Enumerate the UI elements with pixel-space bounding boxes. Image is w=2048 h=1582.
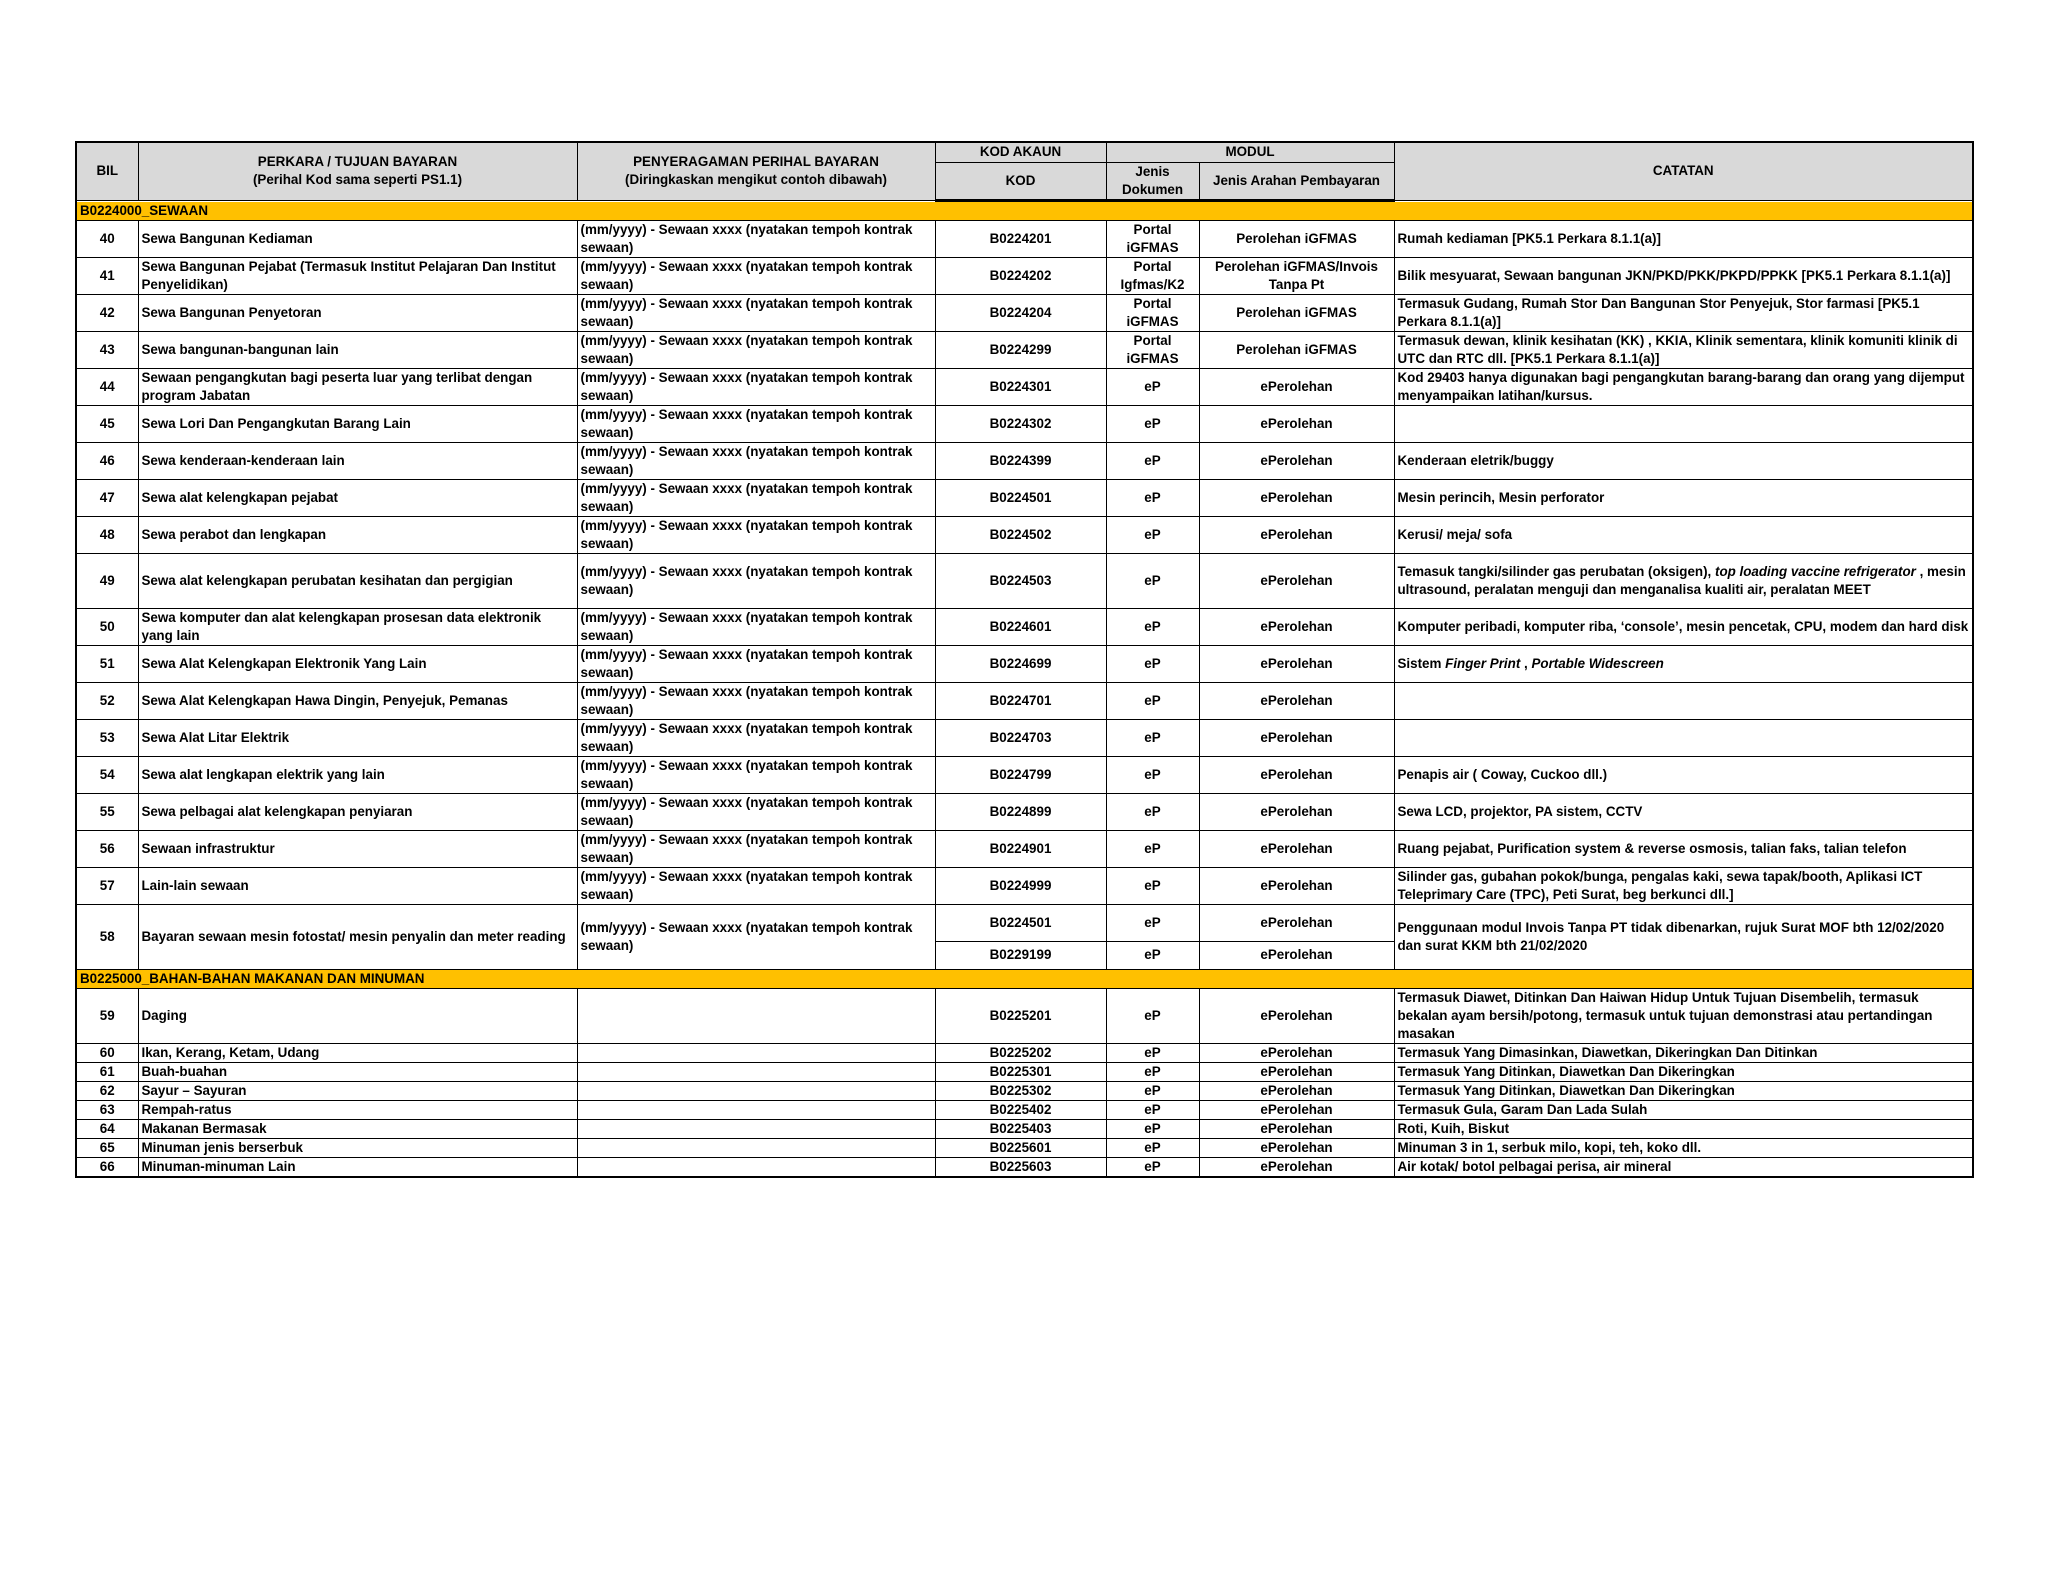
- cell-perihal: (mm/yyyy) - Sewaan xxxx (nyatakan tempoh kontrak sewaan): [577, 405, 935, 442]
- cell-jenis-arahan: Perolehan iGFMAS: [1199, 220, 1394, 257]
- cell-perihal: [577, 1043, 935, 1062]
- cell-bil: 53: [76, 719, 138, 756]
- cell-bil: 45: [76, 405, 138, 442]
- cell-catatan: Termasuk Gudang, Rumah Stor Dan Bangunan Stor Penyejuk, Stor farmasi [PK5.1 Perkara 8.1.1(a)]: [1394, 294, 1973, 331]
- cell-jenis-arahan: ePerolehan: [1199, 1081, 1394, 1100]
- cell-kod: B0224301: [935, 368, 1106, 405]
- catatan-text: Temasuk tangki/silinder gas perubatan (oksigen),: [1397, 563, 1715, 579]
- header-modul: MODUL: [1106, 142, 1394, 162]
- cell-bil: 42: [76, 294, 138, 331]
- header-perkara-title: PERKARA / TUJUAN BAYARAN: [257, 154, 458, 170]
- cell-jenis-dokumen: eP: [1106, 516, 1199, 553]
- cell-catatan: Mesin perincih, Mesin perforator: [1394, 479, 1973, 516]
- cell-perkara: Daging: [138, 988, 577, 1043]
- cell-jenis-dokumen: eP: [1106, 941, 1199, 969]
- cell-jenis-arahan: ePerolehan: [1199, 608, 1394, 645]
- cell-jenis-dokumen: eP: [1106, 1043, 1199, 1062]
- cell-jenis-dokumen: eP: [1106, 830, 1199, 867]
- cell-catatan: Termasuk Diawet, Ditinkan Dan Haiwan Hidup Untuk Tujuan Disembelih, termasuk bekalan ayam bersih/potong, termasuk untuk tujuan demonstrasi atau pertandingan masakan: [1394, 988, 1973, 1043]
- cell-jenis-arahan: ePerolehan: [1199, 1157, 1394, 1177]
- cell-jenis-arahan: Perolehan iGFMAS: [1199, 294, 1394, 331]
- cell-bil: 50: [76, 608, 138, 645]
- cell-kod: B0224202: [935, 257, 1106, 294]
- cell-jenis-arahan: ePerolehan: [1199, 645, 1394, 682]
- cell-perkara: Sewa Alat Kelengkapan Hawa Dingin, Penyejuk, Pemanas: [138, 682, 577, 719]
- cell-jenis-arahan: ePerolehan: [1199, 793, 1394, 830]
- cell-jenis-dokumen: eP: [1106, 442, 1199, 479]
- cell-jenis-dokumen: eP: [1106, 988, 1199, 1043]
- cell-kod: B0224302: [935, 405, 1106, 442]
- table-row: [76, 1157, 1973, 1177]
- cell-bil: 54: [76, 756, 138, 793]
- table-row: [76, 1100, 1973, 1119]
- cell-perkara: Sewa Alat Litar Elektrik: [138, 719, 577, 756]
- cell-kod: B0224899: [935, 793, 1106, 830]
- cell-kod: B0224503: [935, 553, 1106, 608]
- cell-jenis-arahan: ePerolehan: [1199, 719, 1394, 756]
- cell-jenis-arahan: ePerolehan: [1199, 479, 1394, 516]
- table-row: [76, 608, 1973, 645]
- cell-perihal: (mm/yyyy) - Sewaan xxxx (nyatakan tempoh kontrak sewaan): [577, 479, 935, 516]
- cell-catatan: [1394, 553, 1973, 608]
- catatan-text: ,: [1520, 655, 1532, 671]
- cell-kod: B0229199: [935, 941, 1106, 969]
- table-row: [76, 867, 1973, 904]
- cell-jenis-arahan: ePerolehan: [1199, 1119, 1394, 1138]
- cell-perkara: Sayur – Sayuran: [138, 1081, 577, 1100]
- cell-catatan: Bilik mesyuarat, Sewaan bangunan JKN/PKD/PKK/PKPD/PPKK [PK5.1 Perkara 8.1.1(a)]: [1394, 257, 1973, 294]
- cell-jenis-dokumen: eP: [1106, 368, 1199, 405]
- header-penyeragaman: [577, 142, 935, 200]
- cell-kod: B0224502: [935, 516, 1106, 553]
- cell-perihal: [577, 1100, 935, 1119]
- cell-catatan: [1394, 645, 1973, 682]
- cell-jenis-arahan: ePerolehan: [1199, 1138, 1394, 1157]
- table-row: [76, 793, 1973, 830]
- cell-perihal: [577, 1062, 935, 1081]
- cell-perkara: Sewa alat kelengkapan perubatan kesihatan dan pergigian: [138, 553, 577, 608]
- cell-bil: 61: [76, 1062, 138, 1081]
- cell-jenis-dokumen: eP: [1106, 405, 1199, 442]
- cell-catatan: Rumah kediaman [PK5.1 Perkara 8.1.1(a)]: [1394, 220, 1973, 257]
- cell-bil: 41: [76, 257, 138, 294]
- cell-jenis-dokumen: Portal Igfmas/K2: [1106, 257, 1199, 294]
- cell-perihal: (mm/yyyy) - Sewaan xxxx (nyatakan tempoh kontrak sewaan): [577, 368, 935, 405]
- cell-perihal: [577, 1119, 935, 1138]
- cell-catatan: Minuman 3 in 1, serbuk milo, kopi, teh, koko dll.: [1394, 1138, 1973, 1157]
- cell-perihal: (mm/yyyy) - Sewaan xxxx (nyatakan tempoh kontrak sewaan): [577, 830, 935, 867]
- catatan-text: Sistem: [1397, 655, 1446, 671]
- cell-jenis-dokumen: eP: [1106, 1157, 1199, 1177]
- cell-kod: B0225603: [935, 1157, 1106, 1177]
- header-perkara-subtitle: (Perihal Kod sama seperti PS1.1): [252, 172, 463, 188]
- cell-bil: 66: [76, 1157, 138, 1177]
- catatan-italic: Portable Widescreen: [1531, 655, 1664, 671]
- table-body: [76, 200, 1973, 1177]
- cell-perihal: [577, 988, 935, 1043]
- cell-jenis-dokumen: eP: [1106, 756, 1199, 793]
- cell-catatan: [1394, 405, 1973, 442]
- table-row: [76, 1043, 1973, 1062]
- header-jenis-arahan: Jenis Arahan Pembayaran: [1199, 162, 1394, 200]
- section-title: B0224000_SEWAAN: [76, 200, 1973, 220]
- cell-bil: 49: [76, 553, 138, 608]
- cell-jenis-dokumen: Portal iGFMAS: [1106, 220, 1199, 257]
- cell-jenis-arahan: Perolehan iGFMAS/Invois Tanpa Pt: [1199, 257, 1394, 294]
- cell-jenis-arahan: ePerolehan: [1199, 988, 1394, 1043]
- cell-bil: 52: [76, 682, 138, 719]
- cell-perkara: Sewa pelbagai alat kelengkapan penyiaran: [138, 793, 577, 830]
- table-row: [76, 1081, 1973, 1100]
- header-penyeragaman-title: PENYERAGAMAN PERIHAL BAYARAN: [633, 154, 879, 170]
- cell-jenis-dokumen: eP: [1106, 1100, 1199, 1119]
- cell-kod: B0224204: [935, 294, 1106, 331]
- cell-jenis-dokumen: eP: [1106, 608, 1199, 645]
- cell-perihal: [577, 1157, 935, 1177]
- cell-jenis-dokumen: eP: [1106, 645, 1199, 682]
- table-row: [76, 405, 1973, 442]
- table-row: [76, 682, 1973, 719]
- table-row: [76, 1138, 1973, 1157]
- cell-bil: 60: [76, 1043, 138, 1062]
- cell-bil: 48: [76, 516, 138, 553]
- cell-jenis-dokumen: eP: [1106, 904, 1199, 941]
- header-kod: KOD: [935, 162, 1106, 200]
- cell-kod: B0225301: [935, 1062, 1106, 1081]
- cell-catatan: Termasuk Yang Ditinkan, Diawetkan Dan Dikeringkan: [1394, 1081, 1973, 1100]
- cell-jenis-dokumen: eP: [1106, 719, 1199, 756]
- cell-perkara: Sewa Alat Kelengkapan Elektronik Yang Lain: [138, 645, 577, 682]
- cell-jenis-arahan: ePerolehan: [1199, 830, 1394, 867]
- table-row: [76, 904, 1973, 941]
- catatan-italic: top loading vaccine refrigerator: [1714, 563, 1916, 579]
- cell-catatan: Penggunaan modul Invois Tanpa PT tidak dibenarkan, rujuk Surat MOF bth 12/02/2020 dan surat KKM bth 21/02/2020: [1394, 904, 1973, 969]
- cell-jenis-dokumen: eP: [1106, 1119, 1199, 1138]
- cell-perkara: Minuman-minuman Lain: [138, 1157, 577, 1177]
- cell-catatan: Ruang pejabat, Purification system & reverse osmosis, talian faks, talian telefon: [1394, 830, 1973, 867]
- cell-perkara: Ikan, Kerang, Ketam, Udang: [138, 1043, 577, 1062]
- cell-jenis-dokumen: eP: [1106, 1138, 1199, 1157]
- cell-perkara: Sewa Bangunan Kediaman: [138, 220, 577, 257]
- cell-catatan: Komputer peribadi, komputer riba, ‘console’, mesin pencetak, CPU, modem dan hard disk: [1394, 608, 1973, 645]
- cell-perihal: (mm/yyyy) - Sewaan xxxx (nyatakan tempoh kontrak sewaan): [577, 867, 935, 904]
- table-row: [76, 719, 1973, 756]
- cell-catatan: Roti, Kuih, Biskut: [1394, 1119, 1973, 1138]
- payment-code-table: [75, 141, 1974, 1178]
- cell-perkara: Sewa komputer dan alat kelengkapan prosesan data elektronik yang lain: [138, 608, 577, 645]
- cell-bil: 40: [76, 220, 138, 257]
- cell-perihal: (mm/yyyy) - Sewaan xxxx (nyatakan tempoh kontrak sewaan): [577, 553, 935, 608]
- cell-perihal: (mm/yyyy) - Sewaan xxxx (nyatakan tempoh kontrak sewaan): [577, 294, 935, 331]
- cell-bil: 65: [76, 1138, 138, 1157]
- table-row: [76, 220, 1973, 257]
- cell-kod: B0224399: [935, 442, 1106, 479]
- cell-kod: B0224703: [935, 719, 1106, 756]
- table-row: [76, 479, 1973, 516]
- cell-catatan: Kerusi/ meja/ sofa: [1394, 516, 1973, 553]
- cell-kod: B0224699: [935, 645, 1106, 682]
- cell-bil: 62: [76, 1081, 138, 1100]
- cell-jenis-dokumen: eP: [1106, 1062, 1199, 1081]
- table-header: [76, 142, 1973, 200]
- cell-jenis-dokumen: eP: [1106, 867, 1199, 904]
- table-row: [76, 294, 1973, 331]
- cell-jenis-dokumen: eP: [1106, 553, 1199, 608]
- cell-catatan: Silinder gas, gubahan pokok/bunga, pengalas kaki, sewa tapak/booth, Aplikasi ICT Teleprimary Care (TPC), Peti Surat, beg berkunci dll.]: [1394, 867, 1973, 904]
- cell-kod: B0225403: [935, 1119, 1106, 1138]
- cell-jenis-arahan: ePerolehan: [1199, 442, 1394, 479]
- cell-jenis-dokumen: eP: [1106, 793, 1199, 830]
- cell-perihal: (mm/yyyy) - Sewaan xxxx (nyatakan tempoh kontrak sewaan): [577, 516, 935, 553]
- cell-jenis-arahan: ePerolehan: [1199, 1062, 1394, 1081]
- cell-catatan: [1394, 719, 1973, 756]
- cell-catatan: Termasuk Gula, Garam Dan Lada Sulah: [1394, 1100, 1973, 1119]
- cell-perkara: Minuman jenis berserbuk: [138, 1138, 577, 1157]
- cell-jenis-dokumen: Portal iGFMAS: [1106, 331, 1199, 368]
- cell-perkara: Sewa bangunan-bangunan lain: [138, 331, 577, 368]
- cell-perihal: (mm/yyyy) - Sewaan xxxx (nyatakan tempoh kontrak sewaan): [577, 220, 935, 257]
- cell-jenis-dokumen: Portal iGFMAS: [1106, 294, 1199, 331]
- cell-perkara: Makanan Bermasak: [138, 1119, 577, 1138]
- table-row: [76, 988, 1973, 1043]
- header-jenis-dokumen: Jenis Dokumen: [1106, 162, 1199, 200]
- section-title: B0225000_BAHAN-BAHAN MAKANAN DAN MINUMAN: [76, 969, 1973, 988]
- cell-perkara: Sewaan infrastruktur: [138, 830, 577, 867]
- table-row: [76, 1119, 1973, 1138]
- table-row: [76, 442, 1973, 479]
- cell-kod: B0225402: [935, 1100, 1106, 1119]
- cell-perkara: Lain-lain sewaan: [138, 867, 577, 904]
- cell-perkara: Sewa kenderaan-kenderaan lain: [138, 442, 577, 479]
- cell-perkara: Sewa perabot dan lengkapan: [138, 516, 577, 553]
- cell-jenis-dokumen: eP: [1106, 1081, 1199, 1100]
- cell-perihal: (mm/yyyy) - Sewaan xxxx (nyatakan tempoh kontrak sewaan): [577, 682, 935, 719]
- cell-perkara: Sewa Bangunan Penyetoran: [138, 294, 577, 331]
- table-row: [76, 645, 1973, 682]
- cell-bil: 43: [76, 331, 138, 368]
- cell-kod: B0225202: [935, 1043, 1106, 1062]
- cell-perihal: (mm/yyyy) - Sewaan xxxx (nyatakan tempoh kontrak sewaan): [577, 331, 935, 368]
- cell-perkara: Sewa alat lengkapan elektrik yang lain: [138, 756, 577, 793]
- table-row: [76, 257, 1973, 294]
- cell-perihal: (mm/yyyy) - Sewaan xxxx (nyatakan tempoh kontrak sewaan): [577, 608, 935, 645]
- header-perkara: [138, 142, 577, 200]
- table-row: [76, 1062, 1973, 1081]
- cell-perihal: (mm/yyyy) - Sewaan xxxx (nyatakan tempoh kontrak sewaan): [577, 257, 935, 294]
- cell-bil: 64: [76, 1119, 138, 1138]
- cell-jenis-arahan: ePerolehan: [1199, 904, 1394, 941]
- catatan-italic: Finger Print: [1445, 655, 1521, 671]
- cell-bil: 44: [76, 368, 138, 405]
- cell-perkara: Rempah-ratus: [138, 1100, 577, 1119]
- cell-catatan: Kod 29403 hanya digunakan bagi pengangkutan barang-barang dan orang yang dijemput menyampaikan latihan/kursus.: [1394, 368, 1973, 405]
- cell-perihal: [577, 1081, 935, 1100]
- cell-jenis-arahan: ePerolehan: [1199, 867, 1394, 904]
- cell-jenis-arahan: ePerolehan: [1199, 516, 1394, 553]
- cell-kod: B0224601: [935, 608, 1106, 645]
- cell-perihal: (mm/yyyy) - Sewaan xxxx (nyatakan tempoh kontrak sewaan): [577, 793, 935, 830]
- cell-catatan: Termasuk Yang Ditinkan, Diawetkan Dan Dikeringkan: [1394, 1062, 1973, 1081]
- table-row: [76, 368, 1973, 405]
- cell-perkara: Buah-buahan: [138, 1062, 577, 1081]
- cell-perihal: (mm/yyyy) - Sewaan xxxx (nyatakan tempoh kontrak sewaan): [577, 442, 935, 479]
- cell-jenis-dokumen: eP: [1106, 479, 1199, 516]
- table-row: [76, 331, 1973, 368]
- header-catatan: CATATAN: [1394, 142, 1973, 200]
- cell-jenis-arahan: ePerolehan: [1199, 553, 1394, 608]
- cell-kod: B0224299: [935, 331, 1106, 368]
- cell-jenis-arahan: ePerolehan: [1199, 682, 1394, 719]
- cell-perkara: Sewaan pengangkutan bagi peserta luar yang terlibat dengan program Jabatan: [138, 368, 577, 405]
- cell-kod: B0224799: [935, 756, 1106, 793]
- cell-perihal: (mm/yyyy) - Sewaan xxxx (nyatakan tempoh kontrak sewaan): [577, 719, 935, 756]
- cell-perihal: (mm/yyyy) - Sewaan xxxx (nyatakan tempoh kontrak sewaan): [577, 904, 935, 969]
- cell-bil: 56: [76, 830, 138, 867]
- header-penyeragaman-subtitle: (Diringkaskan mengikut contoh dibawah): [625, 172, 887, 188]
- cell-jenis-arahan: ePerolehan: [1199, 405, 1394, 442]
- cell-catatan: Penapis air ( Coway, Cuckoo dll.): [1394, 756, 1973, 793]
- table-row: [76, 756, 1973, 793]
- cell-jenis-arahan: ePerolehan: [1199, 941, 1394, 969]
- cell-kod: B0224999: [935, 867, 1106, 904]
- cell-kod: B0224701: [935, 682, 1106, 719]
- cell-perkara: Sewa alat kelengkapan pejabat: [138, 479, 577, 516]
- cell-jenis-arahan: Perolehan iGFMAS: [1199, 331, 1394, 368]
- cell-catatan: Kenderaan eletrik/buggy: [1394, 442, 1973, 479]
- table-row: [76, 516, 1973, 553]
- cell-kod: B0224901: [935, 830, 1106, 867]
- cell-catatan: Termasuk Yang Dimasinkan, Diawetkan, Dikeringkan Dan Ditinkan: [1394, 1043, 1973, 1062]
- cell-jenis-arahan: ePerolehan: [1199, 756, 1394, 793]
- cell-bil: 51: [76, 645, 138, 682]
- section-header-row: [76, 200, 1973, 220]
- cell-kod: B0224201: [935, 220, 1106, 257]
- section-header-row: [76, 969, 1973, 988]
- cell-bil: 46: [76, 442, 138, 479]
- cell-bil: 57: [76, 867, 138, 904]
- cell-bil: 47: [76, 479, 138, 516]
- cell-perkara: Sewa Lori Dan Pengangkutan Barang Lain: [138, 405, 577, 442]
- cell-perihal: (mm/yyyy) - Sewaan xxxx (nyatakan tempoh kontrak sewaan): [577, 645, 935, 682]
- cell-jenis-arahan: ePerolehan: [1199, 368, 1394, 405]
- cell-perkara: Bayaran sewaan mesin fotostat/ mesin penyalin dan meter reading: [138, 904, 577, 969]
- cell-catatan: Sewa LCD, projektor, PA sistem, CCTV: [1394, 793, 1973, 830]
- cell-bil: 55: [76, 793, 138, 830]
- cell-catatan: Termasuk dewan, klinik kesihatan (KK) , KKIA, Klinik sementara, klinik komuniti klinik di UTC dan RTC dll. [PK5.1 Perkara 8.1.1(a)]: [1394, 331, 1973, 368]
- cell-catatan: Air kotak/ botol pelbagai perisa, air mineral: [1394, 1157, 1973, 1177]
- header-kod-akaun: KOD AKAUN: [935, 142, 1106, 162]
- cell-kod: B0225601: [935, 1138, 1106, 1157]
- cell-kod: B0225302: [935, 1081, 1106, 1100]
- header-bil: BIL: [76, 142, 138, 200]
- cell-perihal: [577, 1138, 935, 1157]
- cell-jenis-arahan: ePerolehan: [1199, 1043, 1394, 1062]
- cell-jenis-dokumen: eP: [1106, 682, 1199, 719]
- table-row: [76, 553, 1973, 608]
- cell-bil: 58: [76, 904, 138, 969]
- cell-perkara: Sewa Bangunan Pejabat (Termasuk Institut Pelajaran Dan Institut Penyelidikan): [138, 257, 577, 294]
- cell-perihal: (mm/yyyy) - Sewaan xxxx (nyatakan tempoh kontrak sewaan): [577, 756, 935, 793]
- cell-catatan: [1394, 682, 1973, 719]
- table-row: [76, 830, 1973, 867]
- catatan-text: , mesin ultrasound, peralatan menguji dan menganalisa kualiti air, peralatan MEET: [1397, 563, 1966, 597]
- cell-kod: B0225201: [935, 988, 1106, 1043]
- cell-kod: B0224501: [935, 904, 1106, 941]
- cell-kod: B0224501: [935, 479, 1106, 516]
- cell-jenis-arahan: ePerolehan: [1199, 1100, 1394, 1119]
- cell-bil: 59: [76, 988, 138, 1043]
- cell-bil: 63: [76, 1100, 138, 1119]
